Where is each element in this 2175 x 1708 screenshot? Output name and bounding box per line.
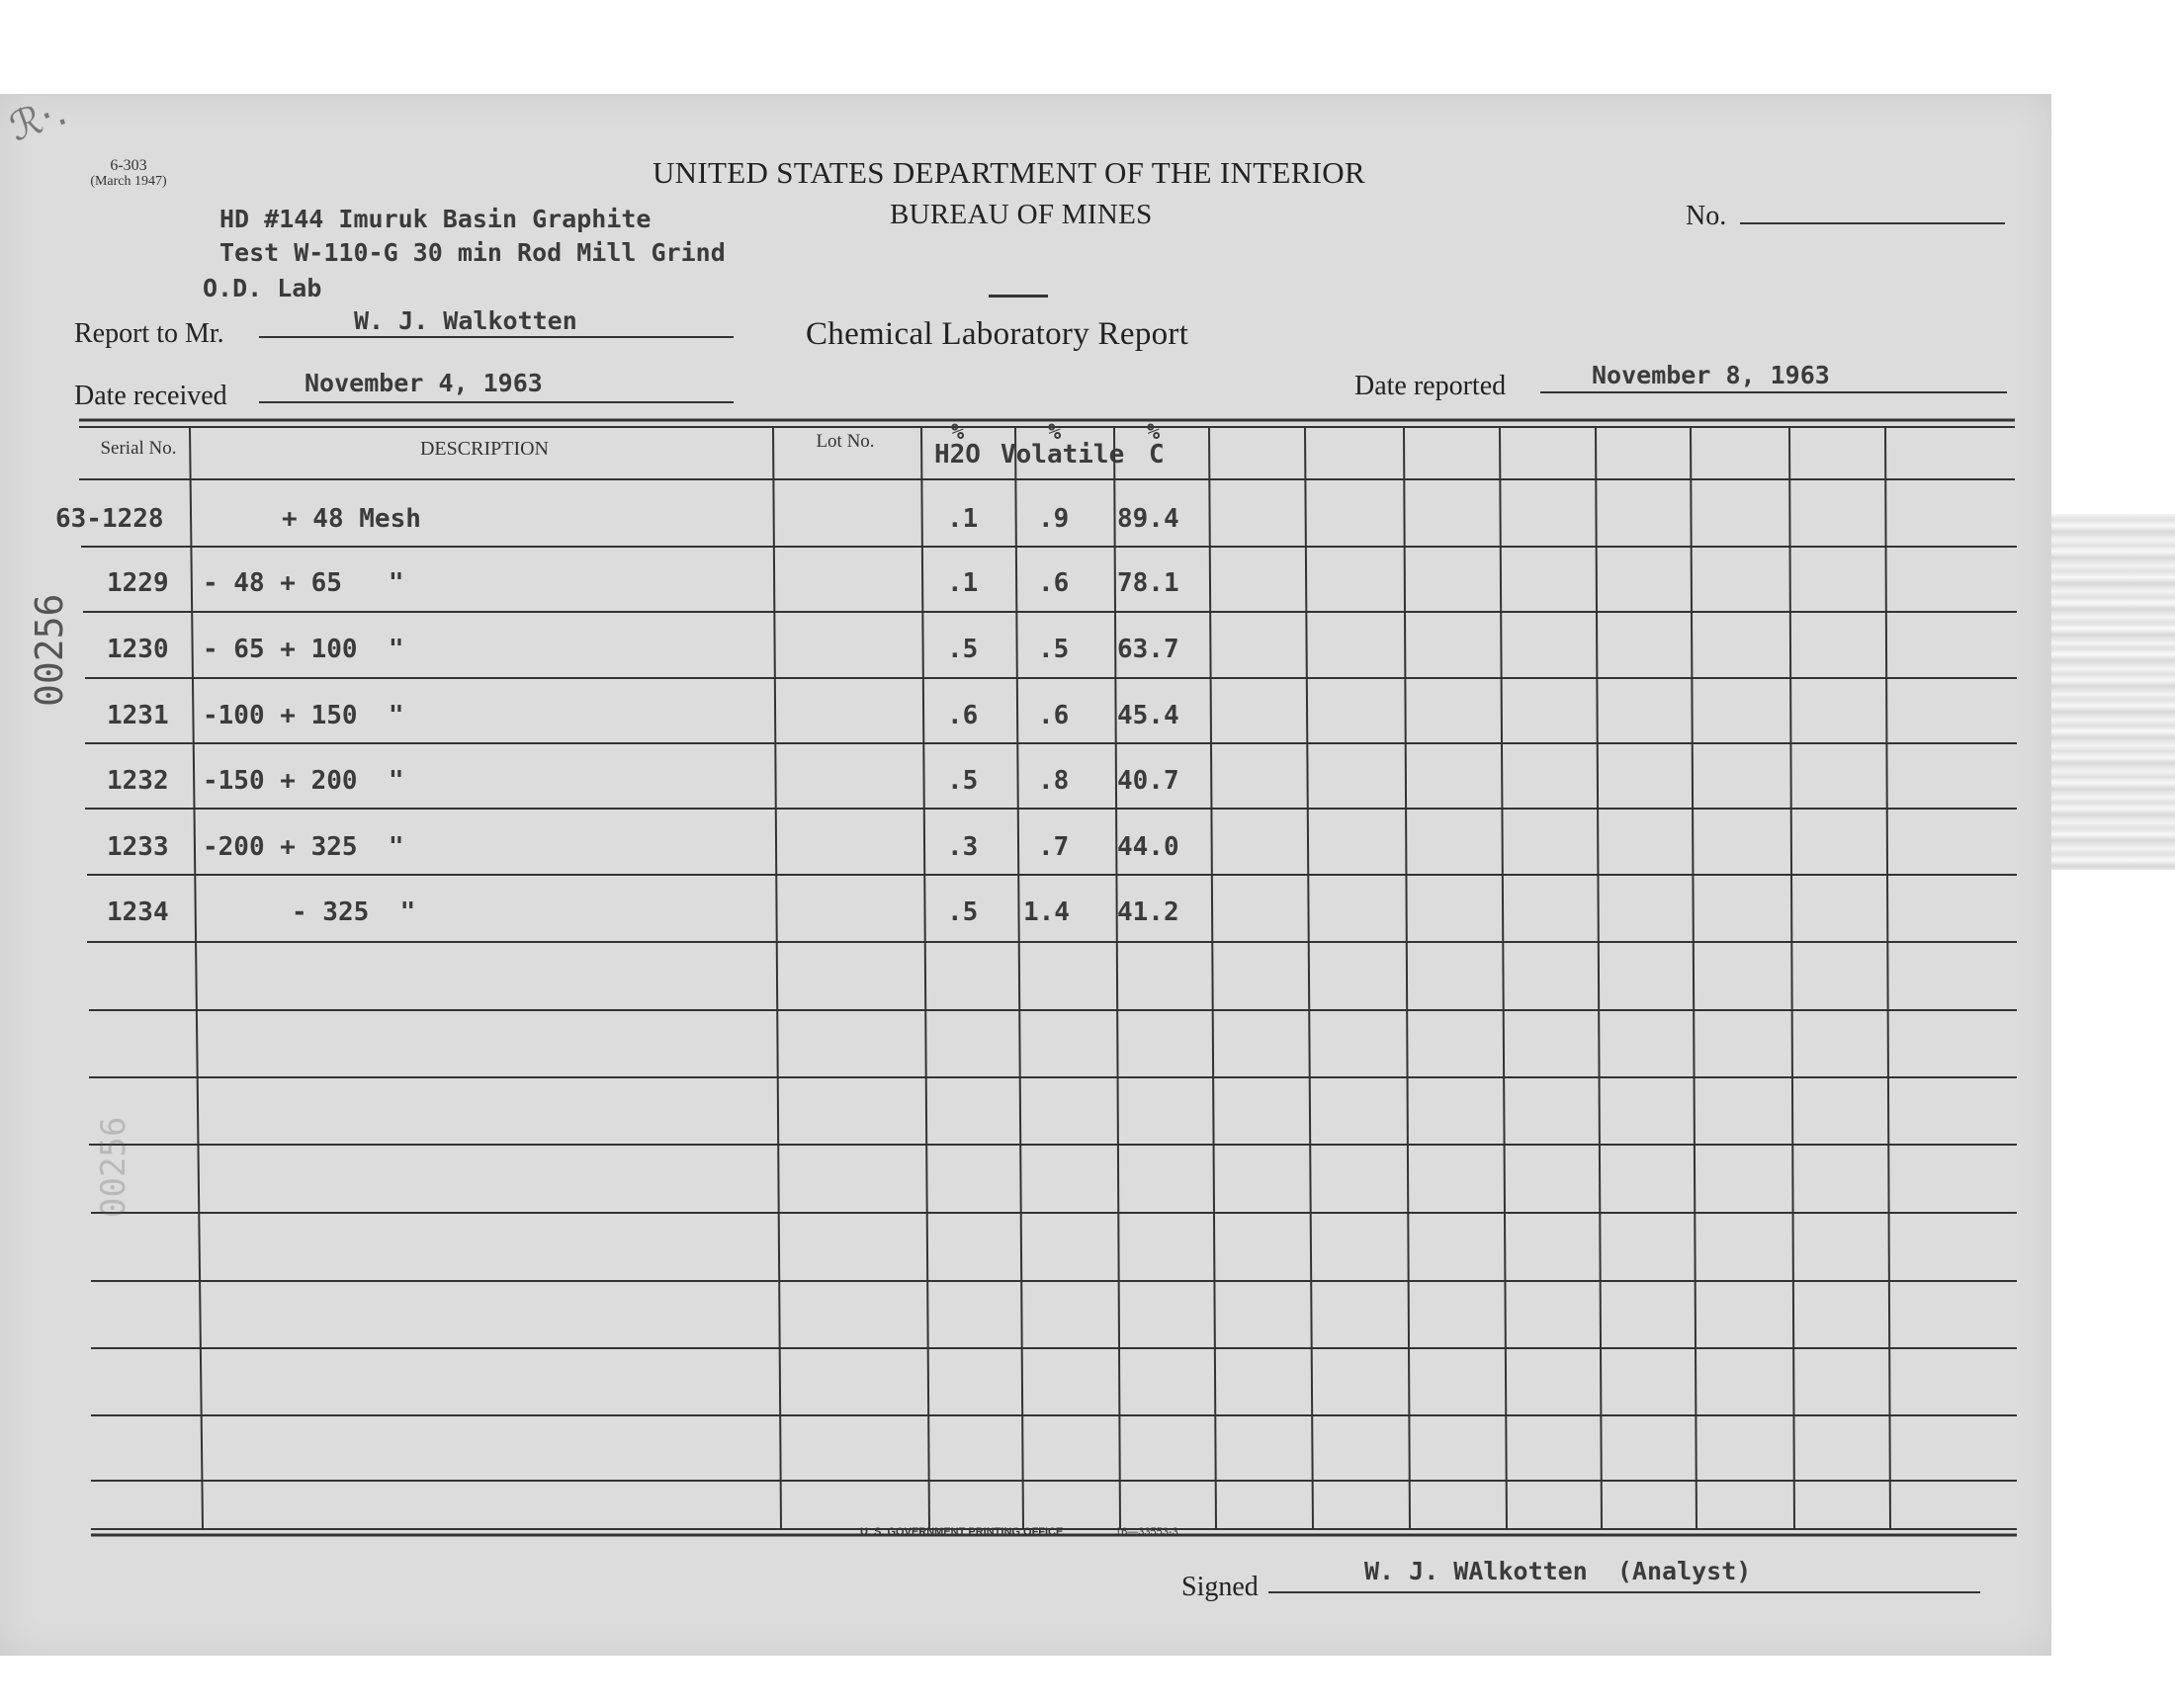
h2o-cell: .5 <box>947 766 979 796</box>
header-carbon-pct: % <box>1147 420 1161 445</box>
form-date: (March 1947) <box>90 174 167 189</box>
header-h2o-pct: % <box>951 420 965 445</box>
report-to-label: Report to Mr. <box>74 318 224 349</box>
header-description: DESCRIPTION <box>419 438 549 460</box>
date-received-label: Date received <box>74 381 227 411</box>
handwritten-mark: ℛ·. <box>3 88 73 151</box>
report-to-value: W. J. Walkotten <box>354 306 577 335</box>
header-volatile: Volatile <box>1000 440 1125 470</box>
date-reported-value: November 8, 1963 <box>1592 361 1830 389</box>
volatile-cell: .6 <box>1038 568 1070 598</box>
header-carbon: C <box>1149 440 1165 470</box>
volatile-cell: 1.4 <box>1023 897 1070 927</box>
carbon-cell: 45.4 <box>1117 701 1179 730</box>
signed-label: Signed <box>1181 1572 1259 1602</box>
serial-no-cell: 1232 <box>107 766 169 796</box>
serial-no-cell: 63-1228 <box>55 504 164 534</box>
volatile-cell: .6 <box>1038 701 1070 730</box>
typed-line-1: HD #144 Imuruk Basin Graphite <box>219 205 652 233</box>
serial-no-cell: 1234 <box>107 897 169 927</box>
volatile-cell: .7 <box>1038 832 1070 862</box>
printer-mark: U. S. GOVERNMENT PRINTING OFFICE <box>860 1526 1064 1538</box>
volatile-cell: .8 <box>1038 766 1070 796</box>
description-cell: - 48 + 65 " <box>203 568 404 598</box>
date-reported-label: Date reported <box>1354 371 1507 401</box>
volatile-cell: .5 <box>1038 635 1070 664</box>
volatile-cell: .9 <box>1038 504 1070 534</box>
h2o-cell: .1 <box>947 568 979 598</box>
h2o-cell: .1 <box>947 504 979 534</box>
description-cell: -150 + 200 " <box>203 766 404 796</box>
signed-line <box>1268 1591 1980 1593</box>
form-number: 6-303 <box>110 157 147 174</box>
carbon-cell: 40.7 <box>1117 766 1179 796</box>
printer-code: 16—33553-3 <box>1115 1526 1178 1538</box>
description-cell: -100 + 150 " <box>203 701 404 730</box>
carbon-cell: 41.2 <box>1117 897 1179 927</box>
carbon-cell: 89.4 <box>1117 504 1179 534</box>
margin-stamp-bleed: 00256 <box>94 1116 133 1218</box>
serial-no-cell: 1233 <box>107 832 169 862</box>
description-cell: + 48 Mesh <box>282 504 421 534</box>
serial-no-cell: 1230 <box>107 635 169 664</box>
no-label: No. <box>1686 201 1727 231</box>
margin-stamp: 00256 <box>28 593 71 707</box>
description-cell: - 325 " <box>292 897 416 927</box>
header-serial-no: Serial No. <box>100 438 177 459</box>
h2o-cell: .6 <box>947 701 979 730</box>
typed-line-2: Test W-110-G 30 min Rod Mill Grind <box>219 238 726 267</box>
header-h2o: H2O <box>934 440 981 470</box>
h2o-cell: .5 <box>947 635 979 664</box>
typed-line-3: O.D. Lab <box>203 274 322 302</box>
signed-value: W. J. WAlkotten (Analyst) <box>1364 1557 1752 1585</box>
date-received-value: November 4, 1963 <box>304 369 543 397</box>
carbon-cell: 63.7 <box>1117 635 1179 664</box>
serial-no-cell: 1231 <box>107 701 169 730</box>
h2o-cell: .5 <box>947 897 979 927</box>
bureau-title: BUREAU OF MINES <box>890 199 1153 230</box>
description-cell: -200 + 325 " <box>203 832 404 862</box>
header-volatile-pct: % <box>1048 420 1062 445</box>
agency-title: UNITED STATES DEPARTMENT OF THE INTERIOR <box>652 155 1365 190</box>
report-title: Chemical Laboratory Report <box>806 316 1189 352</box>
carbon-cell: 78.1 <box>1117 568 1179 598</box>
description-cell: - 65 + 100 " <box>203 635 404 664</box>
carbon-cell: 44.0 <box>1117 832 1179 862</box>
serial-no-cell: 1229 <box>107 568 169 598</box>
header-lot-no: Lot No. <box>816 431 875 452</box>
h2o-cell: .3 <box>947 832 979 862</box>
